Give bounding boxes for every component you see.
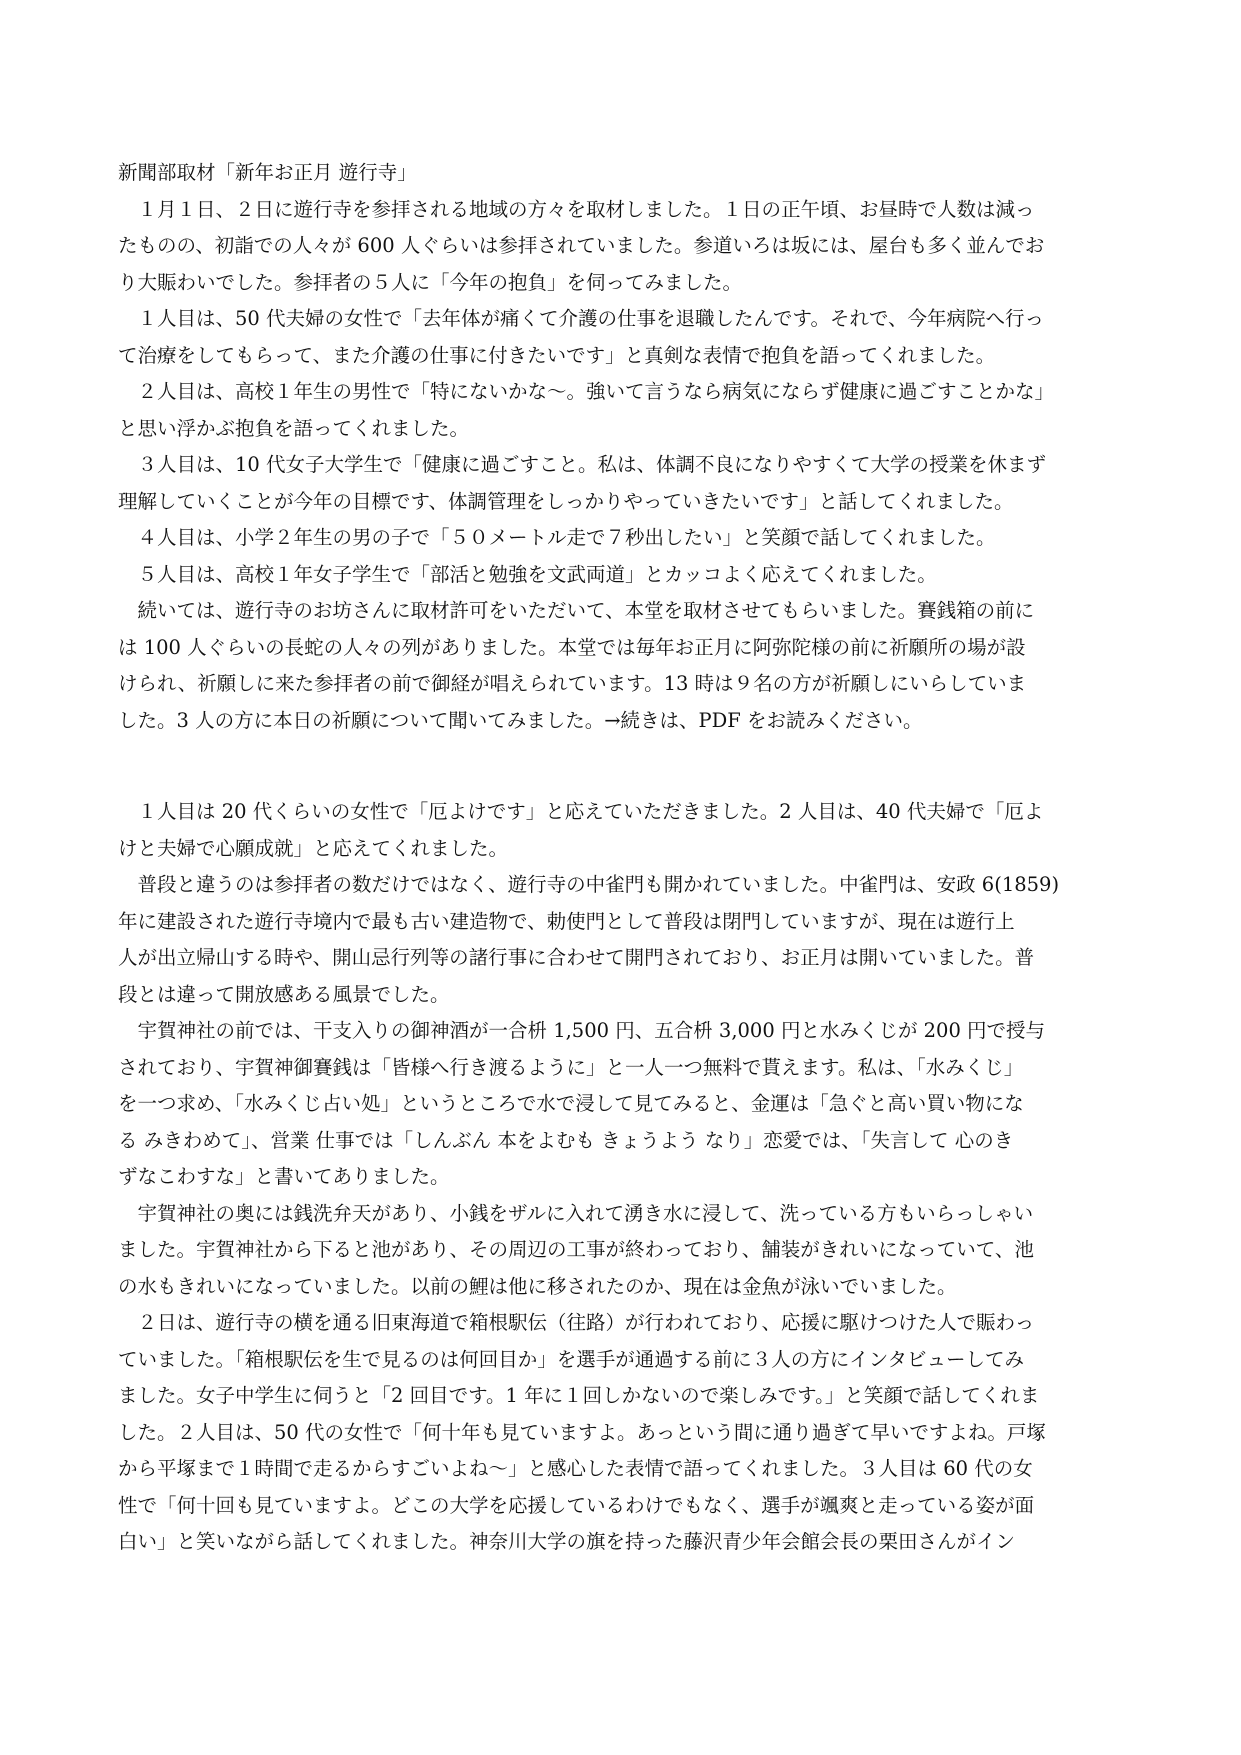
text-line: １人目は 20 代くらいの女性で「厄よけです」と応えていただきました。2 人目は、40 代夫婦で「厄よ bbox=[118, 800, 1044, 823]
text-line: １月１日、２日に遊行寺を参拝される地域の方々を取材しました。１日の正午頃、お昼時で人数は減っ bbox=[118, 197, 1035, 221]
text-line: した。２人目は、50 代の女性で「何十年も見ていますよ。あっという間に通り過ぎて早いですよね。戸塚 bbox=[118, 1420, 1046, 1444]
text-line: る みきわめて」、営業 仕事では「しんぶん 本をよむも きょうよう なり」恋愛では、「失言して 心のき bbox=[118, 1128, 1014, 1152]
article-part-1 bbox=[118, 155, 1128, 739]
article-part-2 bbox=[118, 794, 1128, 1561]
text-line: ていました。「箱根駅伝を生で見るのは何回目か」を選手が通過する前に３人の方にインタビューしてみ bbox=[118, 1347, 1024, 1371]
text-line: 宇賀神社の前では、干支入りの御神酒が一合枡 1,500 円、五合枡 3,000 円と水みくじが 200 円で授与 bbox=[118, 1019, 1046, 1042]
text-line: ３人目は、10 代女子大学生で「健康に過ごすこと。私は、体調不良になりやすくて大学の授業を休まず bbox=[118, 453, 1047, 476]
text-line: ４人目は、小学２年生の男の子で「５０メートル走で７秒出したい」と笑顔で話してくれました。 bbox=[118, 526, 996, 549]
text-line: たものの、初詣での人々が 600 人ぐらいは参拝されていました。参道いろは坂には、屋台も多く並んでお bbox=[118, 234, 1045, 257]
text-line: ずなこわすな」と書いてありました。 bbox=[118, 1165, 450, 1188]
text-line: １人目は、50 代夫婦の女性で「去年体が痛くて介護の仕事を退職したんです。それで、今年病院へ行っ bbox=[118, 307, 1045, 330]
text-line: した。3 人の方に本日の祈願について聞いてみました。→続きは、PDF をお読みください。 bbox=[118, 708, 923, 732]
text-line: ました。宇賀神社から下ると池があり、その周辺の工事が終わっており、舗装がきれいになっていて、池 bbox=[118, 1238, 1034, 1261]
text-line: を一つ求め、「水みくじ占い処」というところで水で浸して見てみると、金運は「急ぐと高い買い物にな bbox=[118, 1092, 1024, 1115]
text-line: 白い」と笑いながら話してくれました。神奈川大学の旗を持った藤沢青少年会館会長の栗田さんがイン bbox=[118, 1530, 1016, 1553]
text-line: 人が出立帰山する時や、開山忌行列等の諸行事に合わせて開門されており、お正月は開いていました。普 bbox=[118, 946, 1035, 969]
text-line: 普段と違うのは参拝者の数だけではなく、遊行寺の中雀門も開かれていました。中雀門は、安政 6(1859) bbox=[118, 873, 1060, 896]
text-line: り大賑わいでした。参拝者の５人に「今年の抱負」を伺ってみました。 bbox=[118, 270, 743, 294]
text-line: と思い浮かぶ抱負を語ってくれました。 bbox=[118, 416, 470, 440]
text-line: て治療をしてもらって、また介護の仕事に付きたいです」と真剣な表情で抱負を語ってくれました。 bbox=[118, 343, 996, 367]
text-line: ５人目は、高校１年女子学生で「部活と勉強を文武両道」とカッコよく応えてくれました。 bbox=[118, 562, 937, 586]
text-line: けられ、祈願しに来た参拝者の前で御経が唱えられています。13 時は９名の方が祈願しにいらしていま bbox=[118, 672, 1027, 695]
text-line: から平塚まで１時間で走るからすごいよね～」と感心した表情で語ってくれました。３人目は 60 代の女 bbox=[118, 1457, 1033, 1480]
text-line: ２日は、遊行寺の横を通る旧東海道で箱根駅伝（往路）が行われており、応援に駆けつけた人で賑わっ bbox=[118, 1311, 1035, 1334]
text-line: ２人目は、高校１年生の男性で「特にないかな～。強いて言うなら病気にならず健康に過ごすことかな」 bbox=[118, 380, 1055, 403]
text-line: 性で「何十回も見ていますよ。どこの大学を応援しているわけでもなく、選手が颯爽と走っている姿が面 bbox=[118, 1493, 1035, 1517]
text-line: されており、宇賀神御賽銭は「皆様へ行き渡るように」と一人一つ無料で貰えます。私は、「水みくじ」 bbox=[118, 1055, 1024, 1079]
text-line: 年に建設された遊行寺境内で最も古い建造物で、勅使門として普段は閉門していますが、現在は遊行上 bbox=[118, 909, 1015, 933]
text-line: の水もきれいになっていました。以前の鯉は他に移されたのか、現在は金魚が泳いでいました。 bbox=[118, 1274, 957, 1298]
text-line: は 100 人ぐらいの長蛇の人々の列がありました。本堂では毎年お正月に阿弥陀様の前に祈願所の場が設 bbox=[118, 635, 1026, 659]
text-line: けと夫婦で心願成就」と応えてくれました。 bbox=[118, 836, 509, 860]
article-title: 新聞部取材「新年お正月 遊行寺」 bbox=[118, 161, 417, 184]
text-line: 段とは違って開放感ある風景でした。 bbox=[118, 982, 450, 1006]
text-line: 宇賀神社の奥には銭洗弁天があり、小銭をザルに入れて湧き水に浸して、洗っている方もいらっしゃい bbox=[118, 1201, 1034, 1225]
text-line: 続いては、遊行寺のお坊さんに取材許可をいただいて、本堂を取材させてもらいました。賽銭箱の前に bbox=[118, 599, 1035, 622]
text-line: 理解していくことが今年の目標です、体調管理をしっかりやっていきたいです」と話してくれました。 bbox=[118, 489, 1014, 513]
text-line: ました。女子中学生に伺うと「2 回目です。1 年に１回しかないので楽しみです。」と笑顔で話してくれま bbox=[118, 1384, 1040, 1407]
